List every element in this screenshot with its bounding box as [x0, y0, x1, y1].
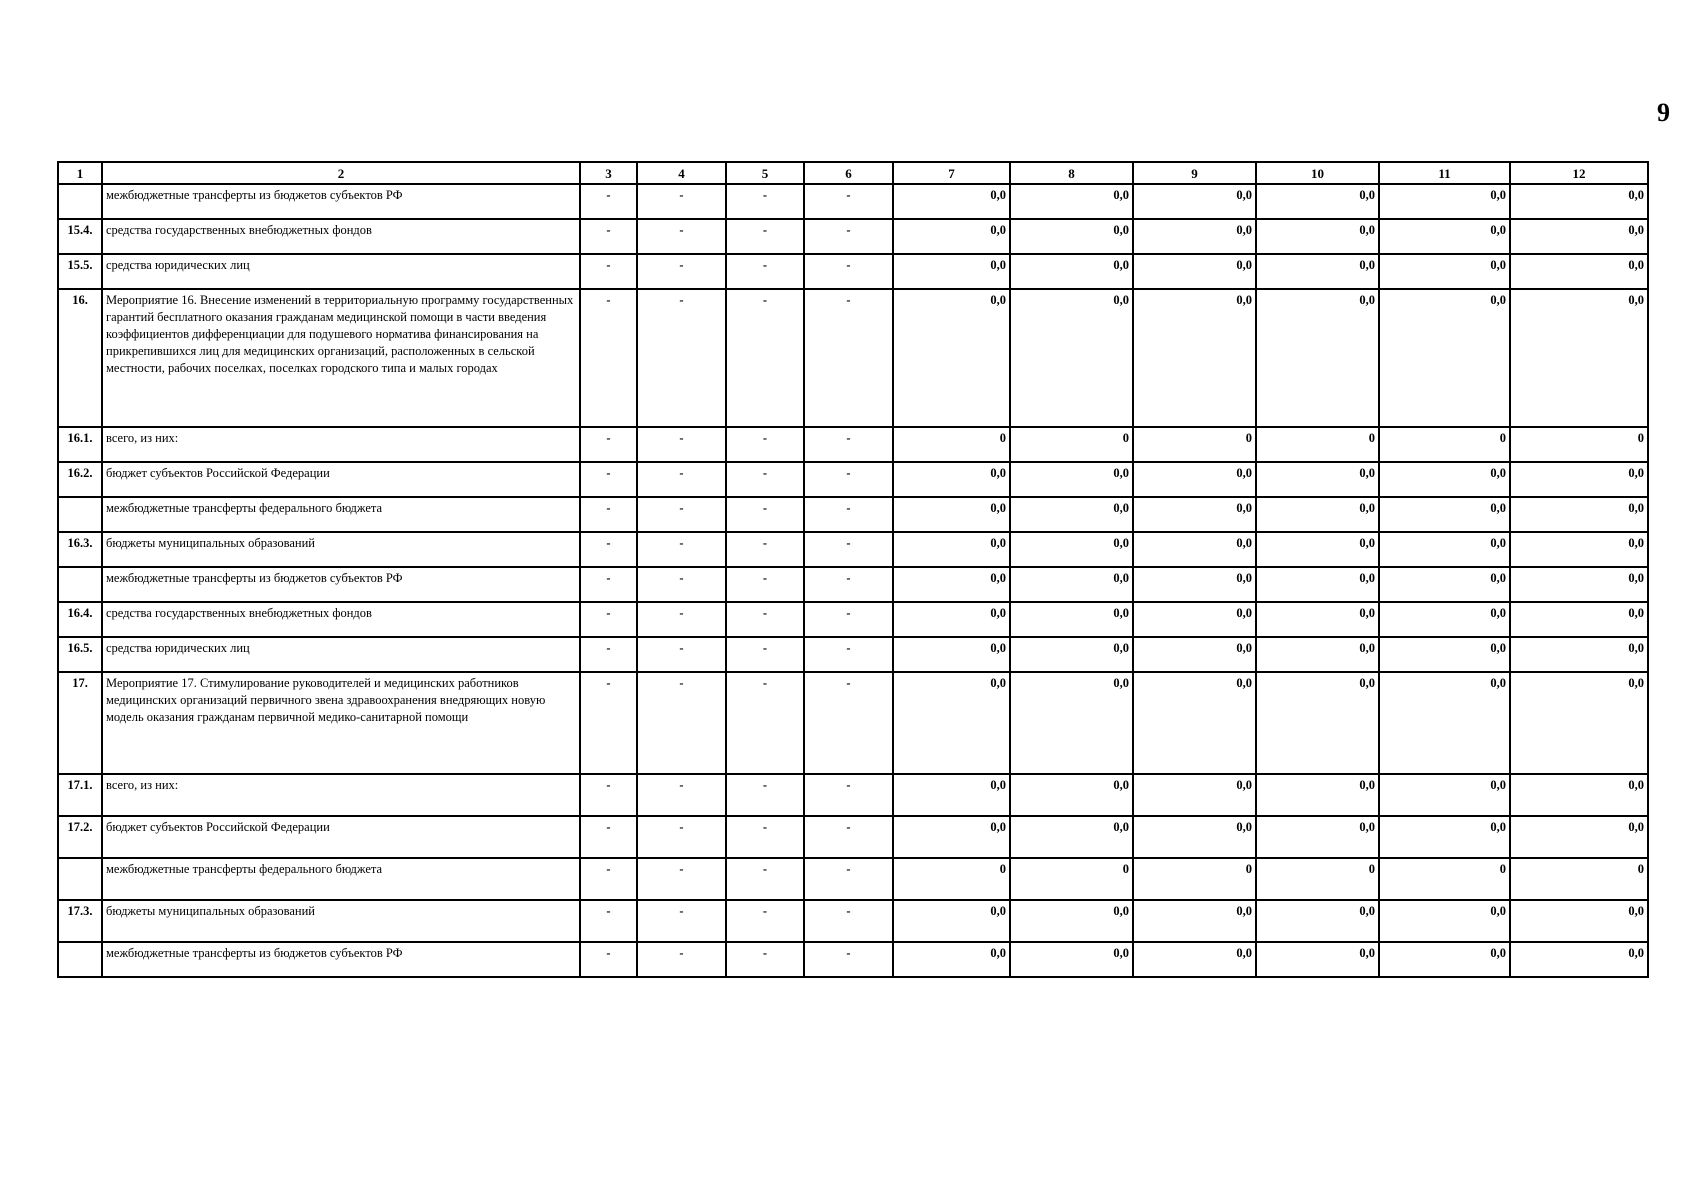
- value-cell: 0,0: [1510, 602, 1648, 637]
- value-cell: 0,0: [1510, 289, 1648, 427]
- value-cell: 0,0: [893, 532, 1010, 567]
- dash-cell: -: [726, 637, 804, 672]
- value-cell: 0,0: [1010, 462, 1133, 497]
- column-header: 1: [58, 162, 102, 184]
- value-cell: 0,0: [1510, 672, 1648, 774]
- dash-cell: -: [580, 816, 637, 858]
- value-cell: 0,0: [893, 254, 1010, 289]
- value-cell: 0,0: [1379, 672, 1510, 774]
- dash-cell: -: [726, 497, 804, 532]
- value-cell: 0,0: [1379, 816, 1510, 858]
- value-cell: 0,0: [1379, 602, 1510, 637]
- dash-cell: -: [726, 462, 804, 497]
- row-name: бюджет субъектов Российской Федерации: [102, 462, 580, 497]
- column-header: 6: [804, 162, 893, 184]
- value-cell: 0,0: [1256, 219, 1379, 254]
- row-name: бюджет субъектов Российской Федерации: [102, 816, 580, 858]
- value-cell: 0,0: [1133, 900, 1256, 942]
- dash-cell: -: [637, 942, 726, 977]
- row-number: 15.4.: [58, 219, 102, 254]
- value-cell: 0: [1256, 858, 1379, 900]
- dash-cell: -: [804, 858, 893, 900]
- dash-cell: -: [637, 462, 726, 497]
- row-number: 16.1.: [58, 427, 102, 462]
- row-number: 15.5.: [58, 254, 102, 289]
- dash-cell: -: [580, 497, 637, 532]
- value-cell: 0,0: [1510, 219, 1648, 254]
- table-row: [58, 497, 1648, 532]
- table-body: [58, 184, 1648, 977]
- value-cell: 0,0: [1379, 942, 1510, 977]
- value-cell: 0,0: [1133, 497, 1256, 532]
- budget-table: [57, 161, 1649, 978]
- value-cell: 0: [1379, 427, 1510, 462]
- dash-cell: -: [637, 602, 726, 637]
- value-cell: 0,0: [1256, 289, 1379, 427]
- dash-cell: -: [637, 497, 726, 532]
- value-cell: 0,0: [1133, 532, 1256, 567]
- row-name: бюджеты муниципальных образований: [102, 900, 580, 942]
- row-number: 17.1.: [58, 774, 102, 816]
- value-cell: 0,0: [893, 567, 1010, 602]
- dash-cell: -: [726, 427, 804, 462]
- column-header: 5: [726, 162, 804, 184]
- value-cell: 0,0: [1133, 289, 1256, 427]
- value-cell: 0,0: [1133, 184, 1256, 219]
- value-cell: 0,0: [1133, 816, 1256, 858]
- table-row: [58, 672, 1648, 774]
- value-cell: 0,0: [1379, 184, 1510, 219]
- dash-cell: -: [804, 900, 893, 942]
- value-cell: 0,0: [1010, 942, 1133, 977]
- value-cell: 0,0: [1010, 637, 1133, 672]
- dash-cell: -: [804, 637, 893, 672]
- dash-cell: -: [637, 672, 726, 774]
- value-cell: 0,0: [1256, 816, 1379, 858]
- table-row: [58, 816, 1648, 858]
- page-number: 9: [1657, 98, 1670, 127]
- value-cell: 0,0: [1256, 602, 1379, 637]
- row-name: всего, из них:: [102, 774, 580, 816]
- value-cell: 0,0: [893, 219, 1010, 254]
- column-header: 11: [1379, 162, 1510, 184]
- dash-cell: -: [804, 497, 893, 532]
- header-row: [58, 162, 1648, 184]
- dash-cell: -: [637, 532, 726, 567]
- value-cell: 0,0: [1256, 184, 1379, 219]
- dash-cell: -: [580, 942, 637, 977]
- value-cell: 0,0: [1010, 816, 1133, 858]
- table-row: [58, 427, 1648, 462]
- dash-cell: -: [637, 637, 726, 672]
- dash-cell: -: [637, 900, 726, 942]
- value-cell: 0,0: [1379, 637, 1510, 672]
- dash-cell: -: [804, 942, 893, 977]
- column-header: 10: [1256, 162, 1379, 184]
- value-cell: 0,0: [893, 672, 1010, 774]
- dash-cell: -: [726, 254, 804, 289]
- value-cell: 0,0: [1379, 532, 1510, 567]
- column-header: 8: [1010, 162, 1133, 184]
- value-cell: 0: [893, 427, 1010, 462]
- dash-cell: -: [804, 567, 893, 602]
- value-cell: 0,0: [1133, 219, 1256, 254]
- table-row: [58, 858, 1648, 900]
- row-name: средства государственных внебюджетных фондов: [102, 219, 580, 254]
- value-cell: 0: [1010, 858, 1133, 900]
- column-header: 3: [580, 162, 637, 184]
- dash-cell: -: [726, 219, 804, 254]
- dash-cell: -: [580, 289, 637, 427]
- value-cell: 0,0: [1256, 497, 1379, 532]
- column-header: 12: [1510, 162, 1648, 184]
- dash-cell: -: [804, 462, 893, 497]
- dash-cell: -: [580, 254, 637, 289]
- value-cell: 0,0: [1379, 254, 1510, 289]
- value-cell: 0,0: [1010, 254, 1133, 289]
- dash-cell: -: [804, 532, 893, 567]
- dash-cell: -: [726, 289, 804, 427]
- dash-cell: -: [804, 672, 893, 774]
- table-row: [58, 900, 1648, 942]
- value-cell: 0,0: [1010, 672, 1133, 774]
- value-cell: 0,0: [1133, 254, 1256, 289]
- value-cell: 0,0: [1256, 942, 1379, 977]
- table-row: [58, 462, 1648, 497]
- dash-cell: -: [580, 637, 637, 672]
- row-name: Мероприятие 17. Стимулирование руководителей и медицинских работников медицинских организаций первичного звена здравоохранения внедряющих новую модель оказания гражданам первичной медико-санитарной помощи: [102, 672, 580, 774]
- value-cell: 0,0: [893, 816, 1010, 858]
- value-cell: 0,0: [1379, 462, 1510, 497]
- dash-cell: -: [580, 462, 637, 497]
- row-number: 16.: [58, 289, 102, 427]
- value-cell: 0,0: [1510, 462, 1648, 497]
- dash-cell: -: [726, 942, 804, 977]
- row-name: межбюджетные трансферты из бюджетов субъектов РФ: [102, 942, 580, 977]
- value-cell: 0: [1510, 858, 1648, 900]
- row-number: [58, 567, 102, 602]
- value-cell: 0,0: [1010, 900, 1133, 942]
- value-cell: 0,0: [1133, 637, 1256, 672]
- table-row: [58, 637, 1648, 672]
- dash-cell: -: [580, 184, 637, 219]
- value-cell: 0: [893, 858, 1010, 900]
- value-cell: 0,0: [1510, 567, 1648, 602]
- dash-cell: -: [726, 858, 804, 900]
- dash-cell: -: [726, 602, 804, 637]
- dash-cell: -: [637, 289, 726, 427]
- value-cell: 0,0: [893, 602, 1010, 637]
- value-cell: 0,0: [1133, 602, 1256, 637]
- table-row: [58, 184, 1648, 219]
- dash-cell: -: [726, 816, 804, 858]
- value-cell: 0,0: [1010, 497, 1133, 532]
- row-number: 16.2.: [58, 462, 102, 497]
- dash-cell: -: [726, 532, 804, 567]
- value-cell: 0,0: [1133, 774, 1256, 816]
- dash-cell: -: [726, 567, 804, 602]
- column-header: 7: [893, 162, 1010, 184]
- value-cell: 0,0: [1256, 774, 1379, 816]
- value-cell: 0,0: [1510, 900, 1648, 942]
- value-cell: 0,0: [1379, 774, 1510, 816]
- value-cell: 0,0: [1510, 254, 1648, 289]
- value-cell: 0,0: [1379, 567, 1510, 602]
- value-cell: 0,0: [1510, 532, 1648, 567]
- row-number: [58, 184, 102, 219]
- dash-cell: -: [726, 184, 804, 219]
- dash-cell: -: [804, 289, 893, 427]
- value-cell: 0,0: [1133, 942, 1256, 977]
- value-cell: 0,0: [893, 497, 1010, 532]
- row-number: 17.3.: [58, 900, 102, 942]
- dash-cell: -: [580, 900, 637, 942]
- dash-cell: -: [637, 254, 726, 289]
- value-cell: 0,0: [1510, 637, 1648, 672]
- row-number: 16.4.: [58, 602, 102, 637]
- row-name: бюджеты муниципальных образований: [102, 532, 580, 567]
- dash-cell: -: [804, 816, 893, 858]
- row-name: межбюджетные трансферты из бюджетов субъектов РФ: [102, 184, 580, 219]
- value-cell: 0,0: [1133, 567, 1256, 602]
- dash-cell: -: [637, 567, 726, 602]
- table-row: [58, 567, 1648, 602]
- dash-cell: -: [580, 672, 637, 774]
- dash-cell: -: [580, 567, 637, 602]
- value-cell: 0,0: [1010, 184, 1133, 219]
- dash-cell: -: [637, 858, 726, 900]
- value-cell: 0,0: [1510, 497, 1648, 532]
- value-cell: 0,0: [1133, 462, 1256, 497]
- value-cell: 0,0: [1379, 289, 1510, 427]
- dash-cell: -: [580, 602, 637, 637]
- value-cell: 0,0: [1010, 532, 1133, 567]
- table-row: [58, 942, 1648, 977]
- dash-cell: -: [637, 184, 726, 219]
- value-cell: 0,0: [1010, 289, 1133, 427]
- value-cell: 0,0: [1256, 637, 1379, 672]
- row-name: Мероприятие 16. Внесение изменений в территориальную программу государственных гарантий бесплатного оказания гражданам медицинской помощи в части введения коэффициентов дифференциации для подушевого норматива финансирования на прикрепившихся лиц для медицинских организаций, расположенных в сельской местности, рабочих поселках, поселках городского типа и малых городах: [102, 289, 580, 427]
- value-cell: 0,0: [1010, 219, 1133, 254]
- value-cell: 0,0: [893, 184, 1010, 219]
- dash-cell: -: [804, 219, 893, 254]
- value-cell: 0,0: [1379, 219, 1510, 254]
- dash-cell: -: [804, 427, 893, 462]
- table-row: [58, 219, 1648, 254]
- dash-cell: -: [726, 900, 804, 942]
- dash-cell: -: [580, 532, 637, 567]
- row-name: межбюджетные трансферты из бюджетов субъектов РФ: [102, 567, 580, 602]
- value-cell: 0,0: [893, 774, 1010, 816]
- row-name: всего, из них:: [102, 427, 580, 462]
- table-row: [58, 532, 1648, 567]
- dash-cell: -: [580, 774, 637, 816]
- dash-cell: -: [726, 672, 804, 774]
- value-cell: 0: [1010, 427, 1133, 462]
- table-row: [58, 602, 1648, 637]
- dash-cell: -: [804, 602, 893, 637]
- value-cell: 0,0: [893, 942, 1010, 977]
- dash-cell: -: [637, 816, 726, 858]
- value-cell: 0,0: [1256, 462, 1379, 497]
- row-number: 17.: [58, 672, 102, 774]
- table-row: [58, 774, 1648, 816]
- value-cell: 0,0: [1379, 900, 1510, 942]
- row-number: [58, 942, 102, 977]
- row-number: 16.3.: [58, 532, 102, 567]
- value-cell: 0,0: [893, 462, 1010, 497]
- row-name: средства государственных внебюджетных фондов: [102, 602, 580, 637]
- value-cell: 0,0: [1010, 774, 1133, 816]
- value-cell: 0,0: [1133, 672, 1256, 774]
- value-cell: 0,0: [1256, 254, 1379, 289]
- value-cell: 0: [1379, 858, 1510, 900]
- value-cell: 0,0: [893, 289, 1010, 427]
- value-cell: 0: [1133, 427, 1256, 462]
- value-cell: 0,0: [1256, 672, 1379, 774]
- table-row: [58, 289, 1648, 427]
- dash-cell: -: [726, 774, 804, 816]
- column-header: 4: [637, 162, 726, 184]
- value-cell: 0,0: [1256, 567, 1379, 602]
- row-number: 16.5.: [58, 637, 102, 672]
- dash-cell: -: [580, 219, 637, 254]
- dash-cell: -: [580, 427, 637, 462]
- row-name: межбюджетные трансферты федерального бюджета: [102, 497, 580, 532]
- row-name: средства юридических лиц: [102, 637, 580, 672]
- dash-cell: -: [804, 254, 893, 289]
- column-header: 2: [102, 162, 580, 184]
- value-cell: 0: [1256, 427, 1379, 462]
- value-cell: 0,0: [1379, 497, 1510, 532]
- row-name: межбюджетные трансферты федерального бюджета: [102, 858, 580, 900]
- value-cell: 0,0: [1510, 774, 1648, 816]
- table-row: [58, 254, 1648, 289]
- row-name: средства юридических лиц: [102, 254, 580, 289]
- value-cell: 0,0: [1256, 532, 1379, 567]
- value-cell: 0: [1133, 858, 1256, 900]
- dash-cell: -: [637, 774, 726, 816]
- value-cell: 0,0: [1256, 900, 1379, 942]
- dash-cell: -: [804, 774, 893, 816]
- value-cell: 0,0: [1010, 602, 1133, 637]
- dash-cell: -: [637, 427, 726, 462]
- dash-cell: -: [637, 219, 726, 254]
- dash-cell: -: [580, 858, 637, 900]
- row-number: [58, 497, 102, 532]
- value-cell: 0: [1510, 427, 1648, 462]
- value-cell: 0,0: [1510, 816, 1648, 858]
- row-number: 17.2.: [58, 816, 102, 858]
- value-cell: 0,0: [1510, 942, 1648, 977]
- column-header: 9: [1133, 162, 1256, 184]
- dash-cell: -: [804, 184, 893, 219]
- value-cell: 0,0: [1510, 184, 1648, 219]
- value-cell: 0,0: [893, 900, 1010, 942]
- value-cell: 0,0: [1010, 567, 1133, 602]
- row-number: [58, 858, 102, 900]
- value-cell: 0,0: [893, 637, 1010, 672]
